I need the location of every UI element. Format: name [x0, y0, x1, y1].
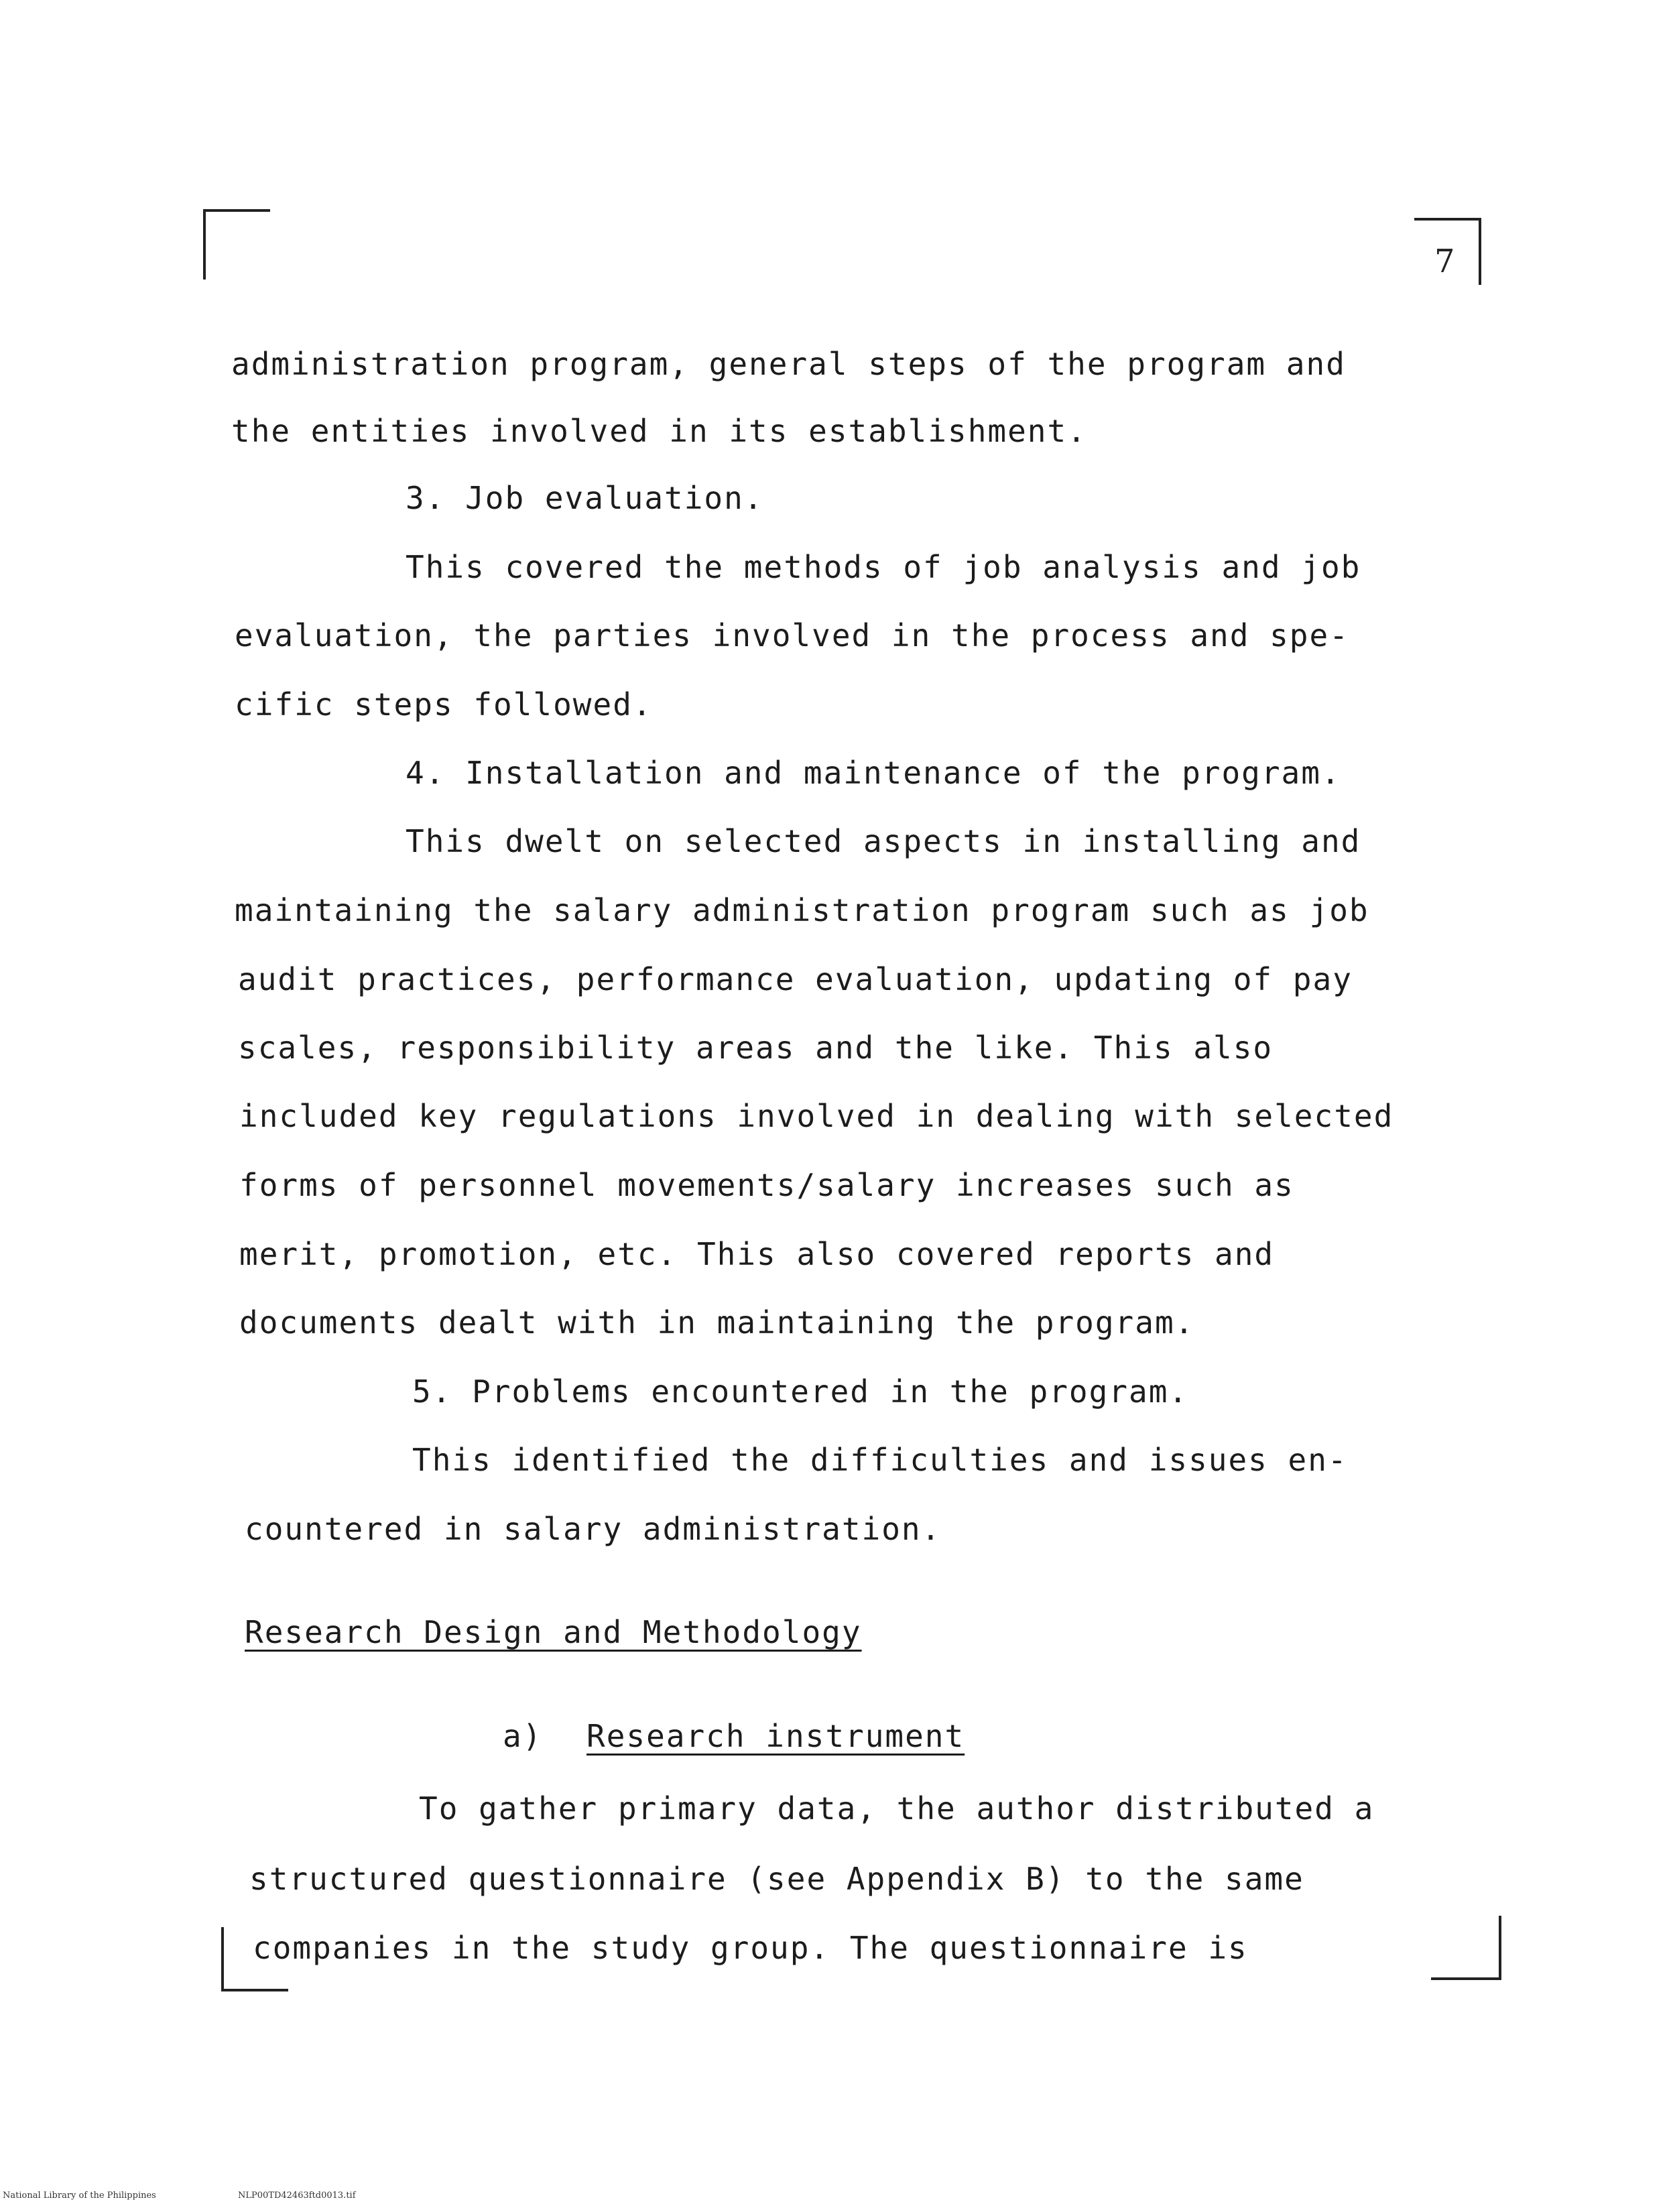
- subsection-title: Research instrument: [586, 1718, 965, 1754]
- body-line: To gather primary data, the author distributed a: [419, 1790, 1375, 1827]
- crop-mark-bottom-left: [221, 1927, 224, 1991]
- crop-mark-bottom-right: [1499, 1916, 1501, 1980]
- body-line: This covered the methods of job analysis and job: [406, 549, 1361, 585]
- body-line: scales, responsibility areas and the like. This also: [238, 1030, 1274, 1066]
- list-item-5: 5. Problems encountered in the program.: [412, 1373, 1189, 1410]
- body-line: companies in the study group. The questionnaire is: [253, 1930, 1248, 1966]
- subsection-marker: a): [503, 1718, 543, 1754]
- body-line: This identified the difficulties and issues en-: [412, 1442, 1348, 1478]
- footer-filename: NLP00TD42463ftd0013.tif: [238, 2191, 356, 2201]
- body-line: countered in salary administration.: [245, 1511, 942, 1547]
- body-line: structured questionnaire (see Appendix B) to the same: [249, 1861, 1304, 1897]
- list-item-3: 3. Job evaluation.: [406, 480, 764, 516]
- crop-mark-top-right: [1479, 218, 1481, 285]
- body-line: audit practices, performance evaluation, updating of pay: [238, 961, 1353, 997]
- crop-mark-top-left: [203, 209, 270, 212]
- body-line: evaluation, the parties involved in the process and spe-: [235, 617, 1349, 654]
- crop-mark-top-right: [1414, 218, 1481, 221]
- crop-mark-bottom-left: [221, 1989, 288, 1991]
- body-line: the entities involved in its establishment.: [231, 413, 1087, 449]
- footer-library: National Library of the Philippines: [3, 2191, 156, 2201]
- crop-mark-bottom-right: [1431, 1977, 1501, 1980]
- crop-mark-top-left: [203, 209, 206, 280]
- body-line: administration program, general steps of the program and: [231, 346, 1346, 382]
- section-heading: Research Design and Methodology: [245, 1614, 862, 1650]
- body-line: maintaining the salary administration program such as job: [235, 892, 1369, 928]
- page-number: 7: [1434, 243, 1455, 280]
- body-line: This dwelt on selected aspects in installing and: [406, 823, 1361, 859]
- body-line: cific steps followed.: [235, 686, 653, 723]
- body-line: included key regulations involved in dealing with selected: [239, 1098, 1394, 1134]
- body-line: merit, promotion, etc. This also covered reports and: [239, 1236, 1275, 1272]
- body-line: documents dealt with in maintaining the program.: [239, 1304, 1195, 1341]
- list-item-4: 4. Installation and maintenance of the program.: [406, 755, 1341, 791]
- body-line: forms of personnel movements/salary increases such as: [239, 1167, 1294, 1203]
